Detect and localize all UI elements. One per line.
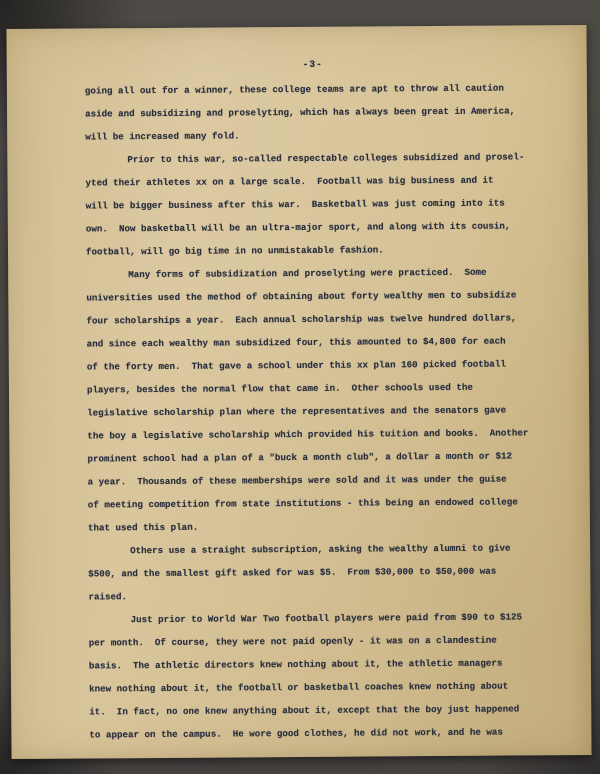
text-line: $500, and the smallest gift asked for was $5. From $30,000 to $50,000 was — [88, 565, 497, 580]
text-line: that used this plan. — [87, 521, 199, 534]
text-line: raised. — [88, 591, 128, 603]
text-line: football, will go big time in no unmistakable fashion. — [85, 244, 384, 258]
text-line: the boy a legislative scholarship which provided his tuition and books. Another — [87, 427, 529, 442]
text-line: four scholarships a year. Each annual scholarship was twelve hundred dollars, — [86, 312, 517, 327]
page-body — [85, 76, 546, 746]
text-line: basis. The athletic directors knew nothing about it, the athletic managers — [88, 657, 503, 672]
text-line: yted their athletes xx on a large scale. Football was big business and it — [85, 174, 494, 189]
text-line: own. Now basketball will be an ultra-major sport, and along with its cousin, — [85, 220, 511, 235]
paragraph — [88, 536, 544, 608]
text-line: prominent school had a plan of a "buck a month club", a dollar a month or $12 — [87, 450, 513, 465]
text-line: Just prior to World War Two football players were paid from $90 to $125 — [130, 611, 523, 626]
paragraph — [86, 260, 544, 539]
text-line: will be increased many fold. — [85, 130, 240, 143]
text-line: and since each wealthy man subsidized four, this amounted to $4,800 for each — [86, 335, 506, 350]
text-line: knew nothing about it, the football or basketball coaches knew nothing about — [89, 680, 509, 695]
text-line: universities used the method of obtaining about forty wealthy men to subsidize — [86, 289, 517, 304]
text-line: of meeting competition from state institutions - this being an endowed college — [87, 496, 518, 511]
text-line: will be bigger business after this war. Basketball was just coming into its — [85, 197, 505, 212]
paragraph — [89, 605, 546, 746]
text-line: a year. Thousands of these memberships were sold and it was under the guise — [87, 473, 507, 488]
paragraph — [85, 76, 541, 148]
document-page — [6, 25, 591, 759]
text-line: it. In fact, no one knew anything about it, except that the boy just happened — [89, 703, 520, 718]
text-line: going all out for a winner, these college teams are apt to throw all caution — [84, 82, 504, 97]
paragraph — [85, 145, 542, 263]
page-number: -3- — [302, 58, 323, 70]
text-line: Others use a straight subscription, asking the wealthy alumni to give — [130, 542, 511, 557]
text-line: aside and subsidizing and proselyting, which has always been great in America, — [85, 105, 516, 120]
text-line: players, besides the normal flow that came in. Other schools used the — [86, 381, 473, 396]
text-line: Prior to this war, so-called respectable colleges subsidized and prosel- — [127, 151, 525, 166]
text-line: to appear on the campus. He wore good clothes, he did not work, and he was — [89, 726, 503, 741]
text-line: legislative scholarship plan where the representatives and the senators gave — [87, 404, 507, 419]
text-line: of the forty men. That gave a school under this xx plan 160 picked football — [86, 358, 506, 373]
text-line: Many forms of subsidization and proselyting were practiced. Some — [128, 266, 487, 281]
text-line: per month. Of course, they were not paid openly - it was on a clandestine — [88, 634, 497, 649]
